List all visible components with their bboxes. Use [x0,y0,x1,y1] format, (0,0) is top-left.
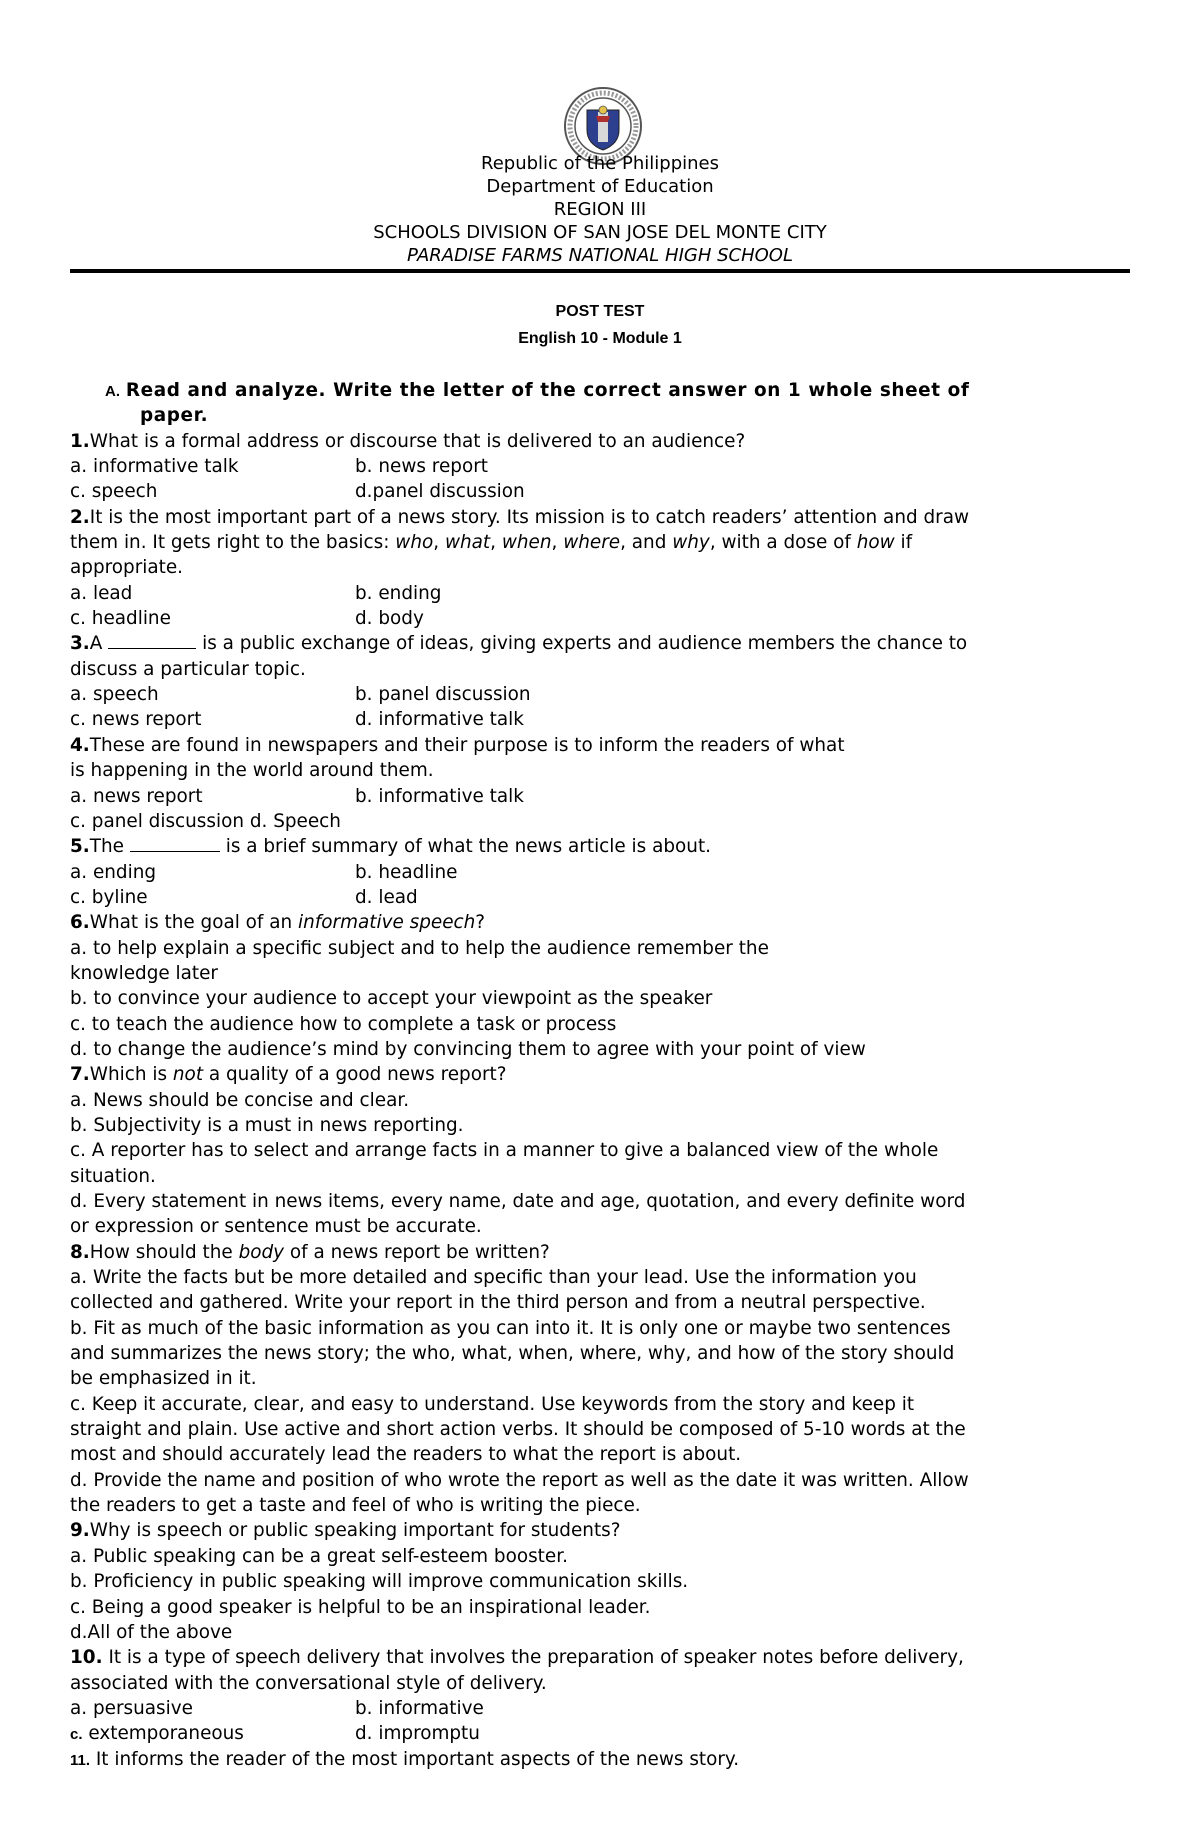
question-text: How should the [89,1241,239,1263]
choice-b: b. Subjectivity is a must in news reporting. [70,1114,464,1136]
question-6 [70,910,1145,935]
header-republic: Republic of the Philippines [481,153,719,174]
choices-row [70,1696,1145,1721]
choice-c: c. news report [70,709,202,731]
choice-b-cont: be emphasized in it. [70,1368,257,1390]
question-number: 8. [70,1241,90,1263]
question-text: Which is [89,1064,173,1086]
choices-row [70,581,1145,606]
question-text: a quality of a good news report? [203,1064,507,1086]
question-number: 10. [70,1647,103,1669]
choices-row [70,707,1145,732]
choice-b: b. to convince your audience to accept your viewpoint as the speaker [70,988,713,1010]
separator: , with a dose of [709,532,857,554]
choice-a: a. persuasive [70,1697,193,1719]
question-text: them in. It gets right to the basics: [70,532,396,554]
choice-c: c. byline [70,886,148,908]
question-3 [70,631,1145,656]
keyword-how: how [856,532,895,554]
answer-blank [130,835,220,852]
choice-c: c. headline [70,608,171,630]
question-text-cont: associated with the conversational style of delivery. [70,1672,547,1694]
choice-b: b. Fit as much of the basic information as you can into it. It is only one or maybe two sentences [70,1317,951,1339]
question-2 [70,505,1145,530]
choice-c-cont: situation. [70,1165,156,1187]
keyword-who: who [395,532,434,554]
choice-a-cont: knowledge later [70,962,218,984]
choice-a: a. lead [70,582,133,604]
question-text: What is the goal of an [89,912,299,934]
question-number: 7. [70,1064,90,1086]
question-number: 3. [70,633,90,655]
separator: , [433,532,445,554]
choices-row [70,885,1145,910]
test-subtitle: English 10 - Module 1 [518,330,682,347]
header-divider [70,269,1130,273]
school-header [0,152,1200,267]
choice-a: a. News should be concise and clear. [70,1089,410,1111]
test-body [70,378,1145,1772]
choice-c-cont: most and should accurately lead the readers to what the report is about. [70,1444,742,1466]
choice-c: c. to teach the audience how to complete a task or process [70,1013,617,1035]
choice-c: c. A reporter has to select and arrange facts in a manner to give a balanced view of the whole [70,1140,939,1162]
question-text: ? [475,912,486,934]
question-number: 1. [70,430,90,452]
instruction-text-cont: paper. [140,405,209,427]
choices-row [70,1721,1145,1746]
header-department: Department of Education [486,176,714,197]
question-7 [70,1062,1145,1087]
choice-b: b. panel discussion [355,684,531,706]
question-text: Why is speech or public speaking important for students? [89,1520,621,1542]
choice-d: d. to change the audience’s mind by convincing them to agree with your point of view [70,1038,866,1060]
choice-d: d. body [355,608,424,630]
choice-a: a. news report [70,785,203,807]
choice-d: d.panel discussion [355,481,525,503]
question-5 [70,834,1145,859]
choice-c-cont: straight and plain. Use active and short action verbs. It should be composed of 5-10 words at the [70,1419,966,1441]
choice-d: d.All of the above [70,1621,233,1643]
choice-d-cont: the readers to get a taste and feel of who is writing the piece. [70,1495,641,1517]
choice-d-cont: or expression or sentence must be accurate. [70,1216,482,1238]
question-text-cont: appropriate. [70,557,184,579]
choice-a-cont: collected and gathered. Write your report in the third person and from a neutral perspective. [70,1292,926,1314]
keyword-why: why [672,532,710,554]
question-10 [70,1645,1145,1670]
question-8 [70,1240,1145,1265]
question-emphasis: not [172,1064,204,1086]
separator: , [551,532,564,554]
choices-row [70,454,1145,479]
choice-b: b. informative [355,1697,484,1719]
question-text: A [89,633,109,655]
question-number: 4. [70,734,90,756]
question-text: It is the most important part of a news story. Its mission is to catch readers’ attention and draw [89,506,970,528]
separator: if [894,532,913,554]
keyword-when: when [501,532,552,554]
question-text: The [89,836,130,858]
choice-a: a. Public speaking can be a great self-esteem booster. [70,1545,568,1567]
section-a-instruction [70,378,1145,403]
choice-b-cont: and summarizes the news story; the who, what, when, where, why, and how of the story should [70,1343,955,1365]
question-emphasis: informative speech [298,912,476,934]
keyword-where: where [563,532,621,554]
choices-row [70,860,1145,885]
choice-a: a. Write the facts but be more detailed and specific than your lead. Use the information you [70,1267,917,1289]
choice-a: a. ending [70,861,157,883]
question-text: It is a type of speech delivery that involves the preparation of speaker notes before delivery, [102,1647,964,1669]
choice-b: b. ending [355,582,442,604]
choice-c: c. Being a good speaker is helpful to be an inspirational leader. [70,1596,651,1618]
header-division: SCHOOLS DIVISION OF SAN JOSE DEL MONTE CITY [373,222,827,243]
choices-row [70,784,1145,809]
question-11 [70,1747,1145,1772]
choice-a: a. speech [70,684,159,706]
question-number: 5. [70,836,90,858]
choice-b: b. headline [355,861,458,883]
choices-row [70,606,1145,631]
choice-b: b. news report [355,456,488,478]
question-text: These are found in newspapers and their purpose is to inform the readers of what [89,734,845,756]
question-number: 11. [70,1751,91,1769]
question-text-cont: is happening in the world around them. [70,760,434,782]
instruction-text: Read and analyze. Write the letter of the correct answer on 1 whole sheet of [125,380,970,401]
choices-row [70,682,1145,707]
choice-b: b. informative talk [355,785,524,807]
question-number: 2. [70,506,90,528]
question-text: is a brief summary of what the news article is about. [219,836,712,858]
header-school: PARADISE FARMS NATIONAL HIGH SCHOOL [407,245,793,266]
choice-d: d. Every statement in news items, every name, date and age, quotation, and every definite word [70,1191,966,1212]
choice-c: c. speech [70,481,158,503]
question-text: of a news report be written? [284,1241,550,1263]
choice-a: a. informative talk [70,456,239,478]
question-text: It informs the reader of the most important aspects of the news story. [90,1748,740,1770]
question-text-cont: discuss a particular topic. [70,658,306,680]
answer-blank [108,632,196,649]
question-number: 9. [70,1520,90,1542]
choice-d: d. Provide the name and position of who wrote the report as well as the date it was written. Allow [70,1469,969,1491]
header-region: REGION III [553,199,647,220]
question-text: is a public exchange of ideas, giving experts and audience members the chance to [196,633,968,655]
choice-d: d. informative talk [355,709,524,731]
choice-c-letter: c. [70,1726,83,1744]
question-text-cont [70,530,1145,555]
choices-row [70,479,1145,504]
separator: , [490,532,502,554]
choice-c: c. Keep it accurate, clear, and easy to understand. Use keywords from the story and keep it [70,1393,915,1415]
choices-row: c. panel discussion d. Speech [70,810,341,832]
question-4 [70,733,1145,758]
choice-c: extemporaneous [82,1723,244,1745]
choice-b: b. Proficiency in public speaking will improve communication skills. [70,1571,689,1593]
choice-d: d. lead [355,886,418,908]
test-title: POST TEST [555,303,645,320]
question-text: What is a formal address or discourse that is delivered to an audience? [89,430,746,452]
choice-a: a. to help explain a specific subject and to help the audience remember the [70,937,769,959]
question-1 [70,429,1145,454]
question-emphasis: body [238,1241,285,1263]
question-number: 6. [70,912,90,934]
choice-d: d. impromptu [355,1723,480,1745]
keyword-what: what [444,532,491,554]
question-9 [70,1518,1145,1543]
separator: , and [620,532,673,554]
section-letter: A. [105,383,120,400]
